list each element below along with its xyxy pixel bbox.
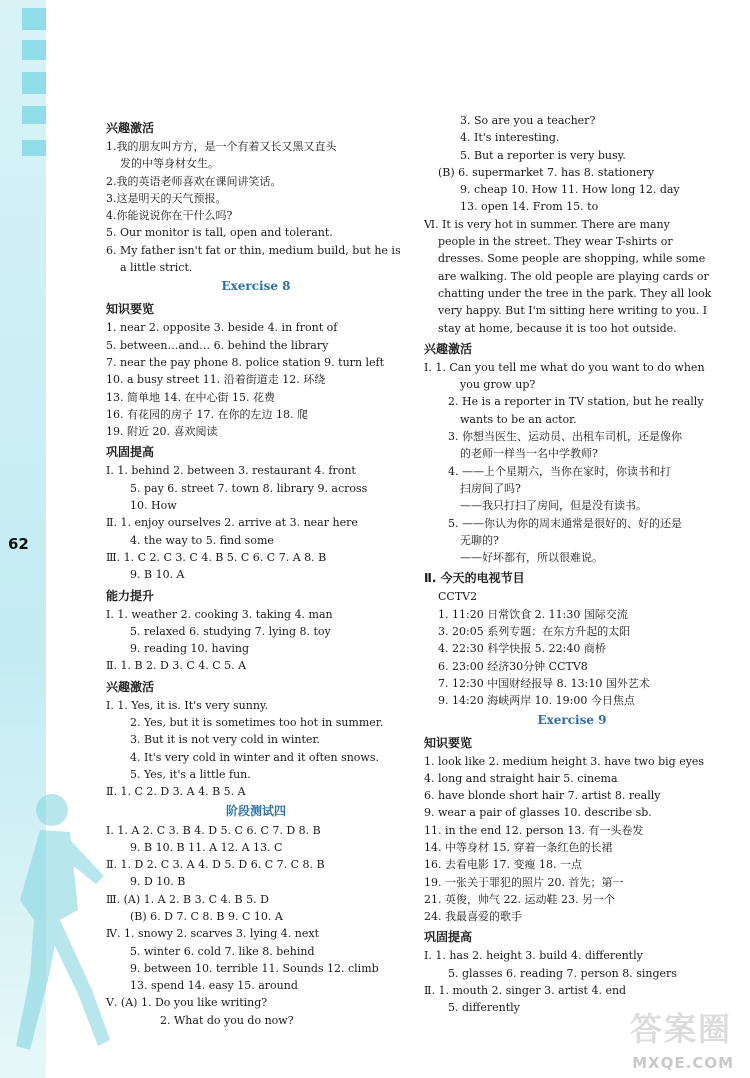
answer-line: 11. in the end 12. person 13. 有一头卷发 — [424, 823, 644, 837]
answer-line: 1. look like 2. medium height 3. have two big eyes — [424, 754, 705, 768]
answer-line: 9. reading 10. having — [130, 642, 249, 656]
page-number: 62 — [8, 535, 29, 553]
answer-line: 19. 附近 20. 喜欢阅读 — [106, 425, 218, 439]
answer-line: you grow up? — [460, 378, 536, 392]
answer-line: 4. 22:30 科学快报 5. 22:40 商桥 — [438, 642, 606, 656]
answer-line: 2.我的英语老师喜欢在课间讲笑话。 — [106, 174, 282, 188]
answer-line: Ⅰ. 1. Yes, it is. It's very sunny. — [106, 698, 269, 712]
answer-line: dresses. Some people are shopping, while some — [438, 252, 706, 266]
answer-line: 2. He is a reporter in TV station, but he really — [448, 395, 704, 409]
answer-line: 6. 23:00 经济30分钟 CCTV8 — [438, 659, 588, 673]
answer-line: 5. pay 6. street 7. town 8. library 9. across — [130, 481, 368, 495]
answer-line: 1. near 2. opposite 3. beside 4. in front of — [106, 321, 338, 335]
answer-line: stay at home, because it is too hot outside. — [438, 321, 677, 335]
answer-line: 4. long and straight hair 5. cinema — [424, 771, 618, 785]
answer-line: Ⅰ. 1. Can you tell me what do you want to do when — [424, 360, 705, 374]
answer-line: 9. 14:20 海峡两岸 10. 19:00 今日焦点 — [438, 694, 635, 708]
answer-line: Ⅱ. 1. mouth 2. singer 3. artist 4. end — [424, 984, 627, 998]
answer-line: 13. spend 14. easy 15. around — [130, 979, 298, 993]
section-heading: 知识要览 — [424, 735, 473, 750]
answer-line: 发的中等身材女生。 — [120, 157, 219, 171]
answer-line: Ⅰ. 1. A 2. C 3. B 4. D 5. C 6. C 7. D 8. B — [106, 823, 321, 837]
answer-line: 4. ——上个星期六，当你在家时，你读书和打 — [448, 464, 671, 478]
answer-line: 9. cheap 10. How 11. How long 12. day — [460, 183, 680, 197]
answer-line: 9. B 10. A — [130, 568, 185, 582]
answer-line: a little strict. — [120, 261, 193, 275]
answer-line: 3. 你想当医生、运动员、出租车司机，还是像你 — [448, 430, 682, 444]
answer-line: 10. How — [130, 499, 177, 513]
answer-line: 1. 11:20 日常饮食 2. 11:30 国际交流 — [438, 607, 628, 621]
answer-line: 4. It's very cold in winter and it often snows. — [130, 750, 379, 764]
answer-line: 19. 一张关于罪犯的照片 20. 首先；第一 — [424, 875, 624, 889]
side-block — [22, 8, 46, 30]
section-heading: 兴趣激活 — [106, 679, 155, 694]
answer-line: 3. 20:05 系列专题：在东方升起的太阳 — [438, 625, 631, 639]
answer-line: 5. glasses 6. reading 7. person 8. singers — [448, 966, 677, 980]
answer-line: Ⅲ. (A) 1. A 2. B 3. C 4. B 5. D — [106, 892, 269, 906]
answer-line: Ⅱ. 1. B 2. D 3. C 4. C 5. A — [106, 659, 247, 673]
answer-line: 7. 12:30 中国财经报导 8. 13:10 国外艺术 — [438, 676, 650, 690]
answer-line: 9. between 10. terrible 11. Sounds 12. climb — [130, 961, 379, 975]
section-heading: 巩固提高 — [424, 930, 473, 945]
answer-line: 9. D 10. B — [130, 875, 186, 889]
answer-line: 5. But a reporter is very busy. — [460, 148, 626, 162]
answer-line: people in the street. They wear T-shirts or — [438, 235, 673, 249]
answer-line: 扫房间了吗? — [460, 481, 521, 495]
answer-line: 5. ——你认为你的周末通常是很好的、好的还是 — [448, 516, 682, 530]
side-block — [22, 40, 46, 60]
answer-line: very happy. But I'm sitting here writing to you. I — [438, 304, 708, 318]
answer-line: 14. 中等身材 15. 穿着一条红色的长裙 — [424, 840, 613, 854]
section-heading: Ⅱ. 今天的电视节目 — [424, 571, 525, 586]
answer-line: 3.这是明天的天气预报。 — [106, 191, 227, 205]
answer-line: 2. Yes, but it is sometimes too hot in summer. — [130, 716, 384, 730]
answer-line: chatting under the tree in the park. They all look — [438, 286, 712, 300]
answer-line: CCTV2 — [438, 590, 478, 604]
answer-line: Ⅴ. (A) 1. Do you like writing? — [106, 996, 268, 1010]
answer-line: 6. have blonde short hair 7. artist 8. really — [424, 789, 661, 803]
answer-line: (B) 6. supermarket 7. has 8. stationery — [438, 165, 655, 179]
answer-line: Ⅰ. 1. has 2. height 3. build 4. differently — [424, 949, 643, 963]
right-column — [424, 112, 720, 1017]
watermark-text-cn: 答案圈 — [629, 1010, 732, 1048]
watermark-logo — [596, 1012, 744, 1074]
answer-line: 9. wear a pair of glasses 10. describe sb. — [424, 806, 652, 820]
answer-line: 5. Yes, it's a little fun. — [130, 767, 251, 781]
answer-line: Ⅱ. 1. D 2. C 3. A 4. D 5. D 6. C 7. C 8. B — [106, 858, 325, 872]
exercise-title: 阶段测试四 — [225, 803, 286, 818]
answer-line: 6. My father isn't fat or thin, medium build, but he is — [106, 243, 401, 257]
answer-line: 的老师一样当一名中学教师? — [460, 447, 598, 461]
answer-line: Ⅰ. 1. weather 2. cooking 3. taking 4. man — [106, 607, 333, 621]
answer-line: 9. B 10. B 11. A 12. A 13. C — [130, 840, 283, 854]
answer-line: 10. a busy street 11. 沿着街道走 12. 环绕 — [106, 373, 326, 387]
answer-line: 13. open 14. From 15. to — [460, 200, 599, 214]
side-block — [22, 72, 46, 94]
answer-line: 5. relaxed 6. studying 7. lying 8. toy — [130, 624, 331, 638]
answer-line: 2. What do you do now? — [160, 1013, 294, 1027]
answer-line: 16. 去看电影 17. 变瘦 18. 一点 — [424, 858, 582, 872]
answer-line: 7. near the pay phone 8. police station 9. turn left — [106, 355, 385, 369]
answer-line: 3. But it is not very cold in winter. — [130, 733, 320, 747]
answer-line: (B) 6. D 7. C 8. B 9. C 10. A — [130, 909, 283, 923]
section-heading: 巩固提高 — [106, 445, 155, 460]
section-heading: 知识要览 — [106, 302, 155, 317]
answer-line: 4.你能说说你在干什么吗? — [106, 209, 233, 223]
answer-line: 5. winter 6. cold 7. like 8. behind — [130, 944, 315, 958]
answer-line: 1.我的朋友叫方方，是一个有着又长又黑又直头 — [106, 140, 337, 153]
answer-line: Ⅵ. It is very hot in summer. There are many — [424, 217, 670, 231]
answer-line: Ⅳ. 1. snowy 2. scarves 3. lying 4. next — [106, 927, 320, 941]
answer-line: 4. the way to 5. find some — [130, 533, 274, 547]
section-heading: 兴趣激活 — [424, 341, 473, 356]
answer-line: ——我只打扫了房间，但是没有读书。 — [460, 499, 647, 513]
watermark-url: MXQE.COM — [632, 1054, 734, 1072]
answer-line: ——好坏都有，所以很难说。 — [460, 551, 603, 565]
answer-line: 21. 英俊，帅气 22. 运动鞋 23. 另一个 — [424, 892, 615, 906]
answer-line: are walking. The old people are playing cards or — [438, 269, 709, 283]
answer-line: 24. 我最喜爱的歌手 — [424, 910, 522, 924]
side-block — [22, 106, 46, 124]
answer-line: 无聊的? — [460, 533, 499, 547]
side-block — [22, 140, 46, 156]
answer-line: 13. 简单地 14. 在中心街 15. 花费 — [106, 390, 275, 404]
running-figure-icon — [0, 780, 120, 1070]
answer-line: Ⅱ. 1. C 2. D 3. A 4. B 5. A — [106, 785, 246, 799]
answer-line: 16. 有花园的房子 17. 在你的左边 18. 爬 — [106, 407, 308, 421]
left-column — [106, 116, 406, 1029]
answer-line: 4. It's interesting. — [460, 131, 560, 145]
exercise-title: Exercise 9 — [537, 712, 607, 727]
section-heading: 兴趣激活 — [106, 121, 155, 135]
answer-line: 5. Our monitor is tall, open and tolerant. — [106, 226, 333, 240]
answer-line: 5. between…and… 6. behind the library — [106, 338, 329, 352]
answer-line: Ⅰ. 1. behind 2. between 3. restaurant 4. front — [106, 464, 356, 478]
answer-line: Ⅲ. 1. C 2. C 3. C 4. B 5. C 6. C 7. A 8. B — [106, 550, 327, 564]
answer-line: Ⅱ. 1. enjoy ourselves 2. arrive at 3. near here — [106, 516, 358, 530]
section-heading: 能力提升 — [106, 588, 155, 603]
answer-line: 5. differently — [448, 1001, 520, 1015]
exercise-title: Exercise 8 — [221, 279, 291, 294]
answer-line: 3. So are you a teacher? — [460, 114, 596, 127]
answer-line: wants to be an actor. — [460, 412, 577, 426]
